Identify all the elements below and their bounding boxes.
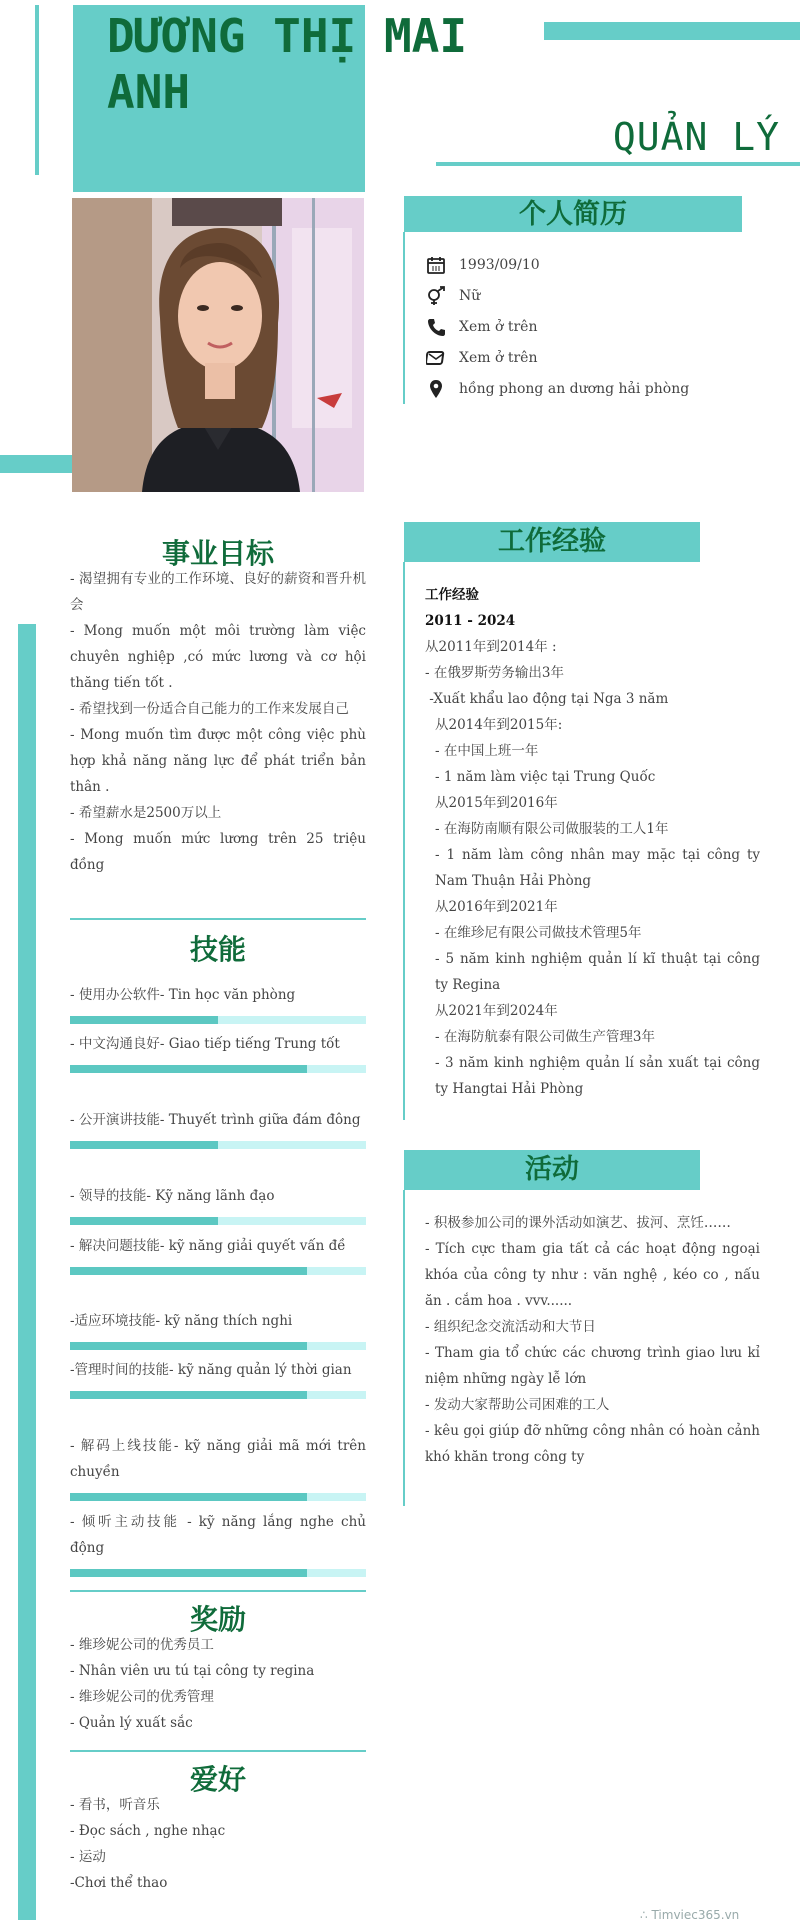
address-text: hồng phong an dương hải phòng: [459, 381, 690, 397]
hobby-line: - Đọc sách , nghe nhạc: [70, 1823, 226, 1839]
awards-divider: [70, 1750, 366, 1752]
experience-line: - 在海防航泰有限公司做生产管理3年: [435, 1029, 655, 1045]
birthdate-row: [425, 252, 540, 278]
activity-line: - Tham gia tổ chức các chương trình giao lưu kỉ niệm những ngày lễ lớn: [425, 1345, 760, 1387]
activity-line: - 发动大家帮助公司困难的工人: [425, 1397, 610, 1413]
career-goal-divider: [70, 918, 366, 920]
experience-line: - 3 năm kinh nghiệm quản lí sản xuất tại công ty Hangtai Hải Phòng: [435, 1055, 760, 1097]
skill-bar: [70, 1217, 366, 1225]
career-goal-line: - Mong muốn một môi trường làm việc chuyên nghiệp ,có mức lương và cơ hội thăng tiến tốt .: [70, 623, 366, 691]
profile-photo: [72, 198, 364, 492]
career-goal-line: - 希望找到一份适合自己能力的工作来发展自己: [70, 701, 349, 717]
watermark-icon: ∴: [640, 1908, 652, 1922]
skill-label: -管理时间的技能- kỹ năng quản lý thời gian: [70, 1362, 352, 1378]
hobby-line: -Chơi thể thao: [70, 1875, 168, 1891]
skills-title: 技能: [189, 933, 246, 966]
activity-line: - 积极参加公司的课外活动如演艺、拔河、烹饪……: [425, 1215, 731, 1231]
hobbies-title: 爱好: [189, 1763, 246, 1796]
left-vertical-accent-long: [18, 624, 36, 1920]
award-line: - Nhân viên ưu tú tại công ty regina: [70, 1663, 315, 1679]
experience-line: - 在俄罗斯劳务输出3年: [425, 665, 564, 681]
experience-line: - 在维珍尼有限公司做技术管理5年: [435, 925, 642, 941]
skill-label: - 解码上线技能- kỹ năng giải mã mới trên chuyền: [70, 1438, 366, 1480]
experience-line: - 1 năm làm công nhân may mặc tại công ty Nam Thuận Hải Phòng: [435, 847, 760, 889]
birthdate-text: 1993/09/10: [459, 257, 540, 273]
experience-line: - 在海防南顺有限公司做服装的工人1年: [435, 821, 669, 837]
activity-line: - Tích cực tham gia tất cả các hoạt động ngoại khóa của công ty như : văn nghệ , kéo co , nấu ăn . cắm hoa . vvv......: [425, 1241, 760, 1309]
award-line: - 维珍妮公司的优秀管理: [70, 1689, 214, 1705]
gender-icon: [425, 285, 447, 307]
experience-text: [425, 582, 760, 1102]
job-title: QUẢN LÝ: [612, 115, 780, 159]
career-goal-line: - 希望薪水是2500万以上: [70, 805, 222, 821]
left-horizontal-accent: [0, 455, 72, 473]
candidate-name-line1: DƯƠNG THỊ MAI: [107, 9, 468, 63]
skill-label: - 倾听主动技能 - kỹ năng lắng nghe chủ động: [70, 1514, 366, 1556]
career-goal-text: [70, 566, 366, 878]
skill-label: - 中文沟通良好- Giao tiếp tiếng Trung tốt: [70, 1036, 340, 1052]
skill-bar-fill: [70, 1016, 218, 1024]
career-goal-title: 事业目标: [161, 537, 274, 570]
email-row: [425, 345, 537, 371]
skill-item: [70, 1107, 366, 1149]
experience-period: 2011 - 2024: [425, 613, 516, 629]
skill-label: - 使用办公软件- Tin học văn phòng: [70, 987, 296, 1003]
phone-icon: [425, 316, 447, 338]
skill-bar-fill: [70, 1493, 307, 1501]
email-icon: [425, 347, 447, 369]
experience-section-title: 工作经验: [404, 522, 700, 562]
phone-text: Xem ở trên: [459, 319, 538, 335]
experience-line: -Xuất khẩu lao động tại Nga 3 năm: [425, 691, 669, 707]
experience-line: 从2015年到2016年: [435, 795, 558, 811]
location-icon: [425, 378, 447, 400]
experience-line: - 在中国上班一年: [435, 743, 539, 759]
hobby-line: - 看书，听音乐: [70, 1797, 160, 1813]
skill-item: [70, 1308, 366, 1350]
skill-bar: [70, 1391, 366, 1399]
career-goal-line: - Mong muốn tìm được một công việc phù hợp khả năng năng lực để phát triển bản thân .: [70, 727, 366, 795]
activities-section-title: 活动: [404, 1150, 700, 1190]
skill-label: - 领导的技能- Kỹ năng lãnh đạo: [70, 1188, 275, 1204]
profile-section-title: 个人简历: [404, 196, 742, 232]
address-row: [425, 376, 689, 402]
skill-bar: [70, 1065, 366, 1073]
skill-item: [70, 1233, 366, 1275]
watermark: [640, 1908, 739, 1922]
award-line: - 维珍妮公司的优秀员工: [70, 1637, 214, 1653]
activity-line: - 组织纪念交流活动和大节日: [425, 1319, 596, 1335]
skill-bar-fill: [70, 1342, 307, 1350]
awards-title: 奖励: [189, 1603, 246, 1636]
skill-item: [70, 1183, 366, 1225]
activities-vertical-line: [403, 1190, 405, 1506]
skill-item: [70, 1031, 366, 1073]
skill-label: -适应环境技能- kỹ năng thích nghi: [70, 1313, 293, 1329]
hobby-line: - 运动: [70, 1849, 106, 1865]
hobbies-text: [70, 1792, 366, 1896]
experience-vertical-line: [403, 562, 405, 1120]
skill-bar-fill: [70, 1391, 307, 1399]
profile-photo-illustration: [72, 198, 364, 492]
profile-vertical-line: [403, 232, 405, 404]
watermark-text: Timviec365.vn: [651, 1908, 740, 1922]
skill-bar: [70, 1267, 366, 1275]
title-underline: [436, 162, 800, 166]
skill-bar: [70, 1493, 366, 1501]
top-right-accent-bar: [544, 22, 800, 40]
skill-item: [70, 1433, 366, 1501]
skill-label: - 公开演讲技能- Thuyết trình giữa đám đông: [70, 1112, 361, 1128]
skill-bar-fill: [70, 1569, 307, 1577]
skill-bar: [70, 1569, 366, 1577]
activity-line: - kêu gọi giúp đỡ những công nhân có hoàn cảnh khó khăn trong công ty: [425, 1423, 760, 1465]
skill-label: - 解决问题技能- kỹ năng giải quyết vấn đề: [70, 1238, 346, 1254]
skill-item: [70, 982, 366, 1024]
skill-bar: [70, 1016, 366, 1024]
activities-text: [425, 1210, 760, 1470]
candidate-name: [107, 8, 487, 120]
experience-line: 从2014年到2015年:: [435, 717, 563, 733]
experience-line: 从2016年到2021年: [435, 899, 558, 915]
left-vertical-accent-top: [35, 5, 39, 175]
calendar-icon: [425, 254, 447, 276]
experience-subtitle: 工作经验: [425, 587, 479, 603]
skill-item: [70, 1509, 366, 1577]
experience-line: - 5 năm kinh nghiệm quản lí kĩ thuật tại công ty Regina: [435, 951, 760, 993]
skill-item: [70, 1357, 366, 1399]
skill-bar-fill: [70, 1141, 218, 1149]
email-text: Xem ở trên: [459, 350, 538, 366]
skills-divider: [70, 1590, 366, 1592]
career-goal-line: - 渴望拥有专业的工作环境、良好的薪资和晋升机会: [70, 571, 366, 613]
experience-line: 从2021年到2024年: [435, 1003, 558, 1019]
skill-bar: [70, 1342, 366, 1350]
gender-text: Nữ: [459, 288, 481, 304]
award-line: - Quản lý xuất sắc: [70, 1715, 193, 1731]
experience-line: - 1 năm làm việc tại Trung Quốc: [435, 769, 656, 785]
skill-bar-fill: [70, 1217, 218, 1225]
career-goal-line: - Mong muốn mức lương trên 25 triệu đồng: [70, 831, 366, 873]
skill-bar-fill: [70, 1065, 307, 1073]
skill-bar: [70, 1141, 366, 1149]
skill-bar-fill: [70, 1267, 307, 1275]
experience-line: 从2011年到2014年 :: [425, 639, 557, 655]
awards-text: [70, 1632, 366, 1736]
candidate-name-line2: ANH: [107, 65, 191, 119]
phone-row: [425, 314, 537, 340]
gender-row: [425, 283, 480, 309]
